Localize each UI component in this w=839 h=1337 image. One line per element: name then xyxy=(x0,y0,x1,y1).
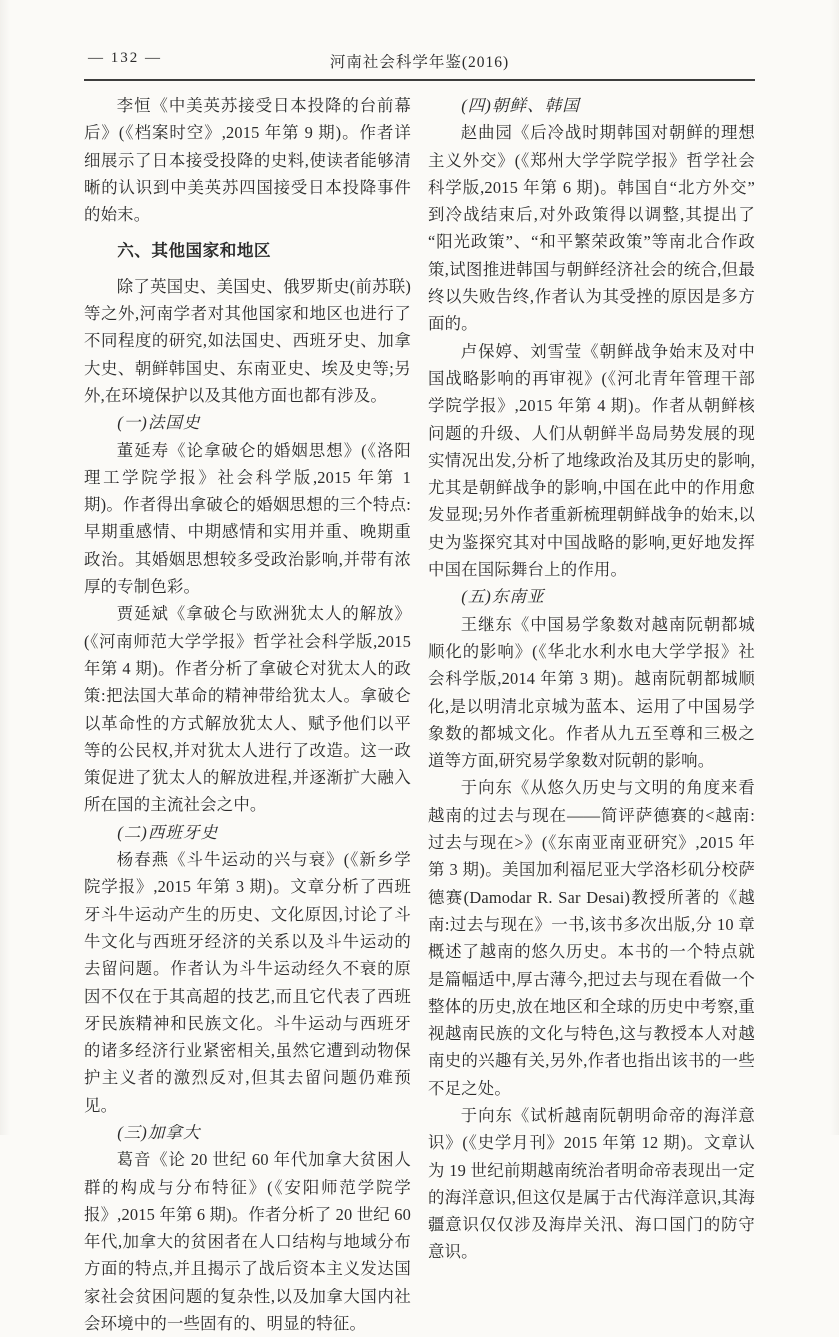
section-heading: 六、其他国家和地区 xyxy=(117,241,272,261)
journal-title: 河南社会科学年鉴(2016) xyxy=(329,54,510,71)
paragraph: 杨春燕《斗牛运动的兴与衰》(《新乡学院学报》,2015 年第 3 期)。文章分析了西班牙斗牛运动产生的历史、文化原因,讨论了斗牛文化与西班牙经济的关系以及斗牛运动的去留问题。作者认为斗牛运动经久不衰的原因不仅在于其高超的技艺,而且它代表了西班牙民族精神和民族文化。斗牛运动与西班牙的诸多经济行业紧密相关,虽然它遭到动物保护主义者的激烈反对,但其去留问题仍难预见。 xyxy=(84,850,411,1115)
paragraph: 赵曲园《后冷战时期韩国对朝鲜的理想主义外交》(《郑州大学学院学报》哲学社会科学版,2015 年第 6 期)。韩国自“北方外交”到冷战结束后,对外政策得以调整,其提出了“阳光政策”、“和平繁荣政策”等南北合作政策,试图推进韩国与朝鲜经济社会的统合,但最终以失败告终,作者认为其受挫的原因是多方面的。 xyxy=(428,123,755,334)
paragraph: 除了英国史、美国史、俄罗斯史(前苏联)等之外,河南学者对其他国家和地区也进行了不同程度的研究,如法国史、西班牙史、加拿大史、朝鲜韩国史、东南亚史、埃及史等;另外,在环境保护以及其他方面也都有涉及。 xyxy=(84,276,411,405)
paragraph: 李恒《中美英苏接受日本投降的台前幕后》(《档案时空》,2015 年第 9 期)。作者详细展示了日本接受投降的史料,使读者能够清晰的认识到中美英苏四国接受日本投降事件的始末。 xyxy=(84,96,411,225)
left-column xyxy=(84,92,411,1337)
subsection-heading: (三)加拿大 xyxy=(117,1122,201,1142)
paragraph: 于向东《从悠久历史与文明的角度来看越南的过去与现在——简评萨德赛的<越南:过去与现在>》(《东南亚南亚研究》,2015 年第 3 期)。美国加利福尼亚大学洛杉矶分校萨德赛(Damodar R. Sar Desai)教授所著的《越南:过去与现在》一书,该书多次出版,分 10 章概述了越南的悠久历史。本书的一个特点就是篇幅适中,厚古薄今,把过去与现在看做一个整体的历史,放在地区和全球的历史中考察,重视越南民族的文化与特色,这与教授本人对越南史的兴趣有关,另外,作者也指出该书的一些不足之处。 xyxy=(428,778,755,1098)
paragraph: 王继东《中国易学象数对越南阮朝都城顺化的影响》(《华北水利水电大学学报》社会科学版,2014 年第 3 期)。越南阮朝都城顺化,是以明清北京城为蓝本、运用了中国易学象数的都城文化。作者从九五至尊和三极之道等方面,研究易学象数对阮朝的影响。 xyxy=(428,614,755,771)
paragraph: 葛音《论 20 世纪 60 年代加拿大贫困人群的构成与分布特征》(《安阳师范学院学报》,2015 年第 6 期)。作者分析了 20 世纪 60 年代,加拿大的贫困者在人口结构与地域分布方面的特点,并且揭示了战后资本主义发达国家社会贫困问题的复杂性,以及加拿大国内社会环境中的一些固有的、明显的特征。 xyxy=(84,1150,411,1334)
subsection-heading: (五)东南亚 xyxy=(461,587,545,607)
paragraph: 贾延斌《拿破仑与欧洲犹太人的解放》(《河南师范大学学报》哲学社会科学版,2015 年第 4 期)。作者分析了拿破仑对犹太人的政策:把法国大革命的精神带给犹太人。拿破仑以革命性的方式解放犹太人、赋予他们以平等的公民权,并对犹太人进行了改造。这一政策促进了犹太人的解放进程,并逐渐扩大融入所在国的主流社会之中。 xyxy=(84,604,411,815)
subsection-heading: (二)西班牙史 xyxy=(117,822,219,842)
page-header xyxy=(0,0,839,72)
page-number: — 132 — xyxy=(88,50,162,66)
two-column-content xyxy=(0,81,839,1337)
subsection-heading: (四)朝鲜、韩国 xyxy=(461,96,580,115)
paragraph: 董延寿《论拿破仑的婚姻思想》(《洛阳理工学院学报》社会科学版,2015 年第 1 期)。作者得出拿破仑的婚姻思想的三个特点:早期重感情、中期感情和实用并重、晚期重政治。其婚姻思想较多受政治影响,并带有浓厚的专制色彩。 xyxy=(84,440,411,597)
subsection-heading: (一)法国史 xyxy=(117,413,201,433)
right-column xyxy=(428,92,755,1337)
paragraph: 卢保婷、刘雪莹《朝鲜战争始末及对中国战略影响的再审视》(《河北青年管理干部学院学报》,2015 年第 4 期)。作者从朝鲜核问题的升级、人们从朝鲜半岛局势发展的现实情况出发,分析了地缘政治及其历史的影响,尤其是朝鲜战争的影响,中国在此中的作用愈发显现;另外作者重新梳理朝鲜战争的始末,以史为鉴探究其对中国战略的影响,更好地发挥中国在国际舞台上的作用。 xyxy=(428,341,755,580)
paragraph: 于向东《试析越南阮朝明命帝的海洋意识》(《史学月刊》2015 年第 12 期)。文章认为 19 世纪前期越南统治者明命帝表现出一定的海洋意识,但这仅是属于古代海洋意识,其海疆意识仅仅涉及海岸关汛、海口国门的防守意识。 xyxy=(428,1105,755,1262)
